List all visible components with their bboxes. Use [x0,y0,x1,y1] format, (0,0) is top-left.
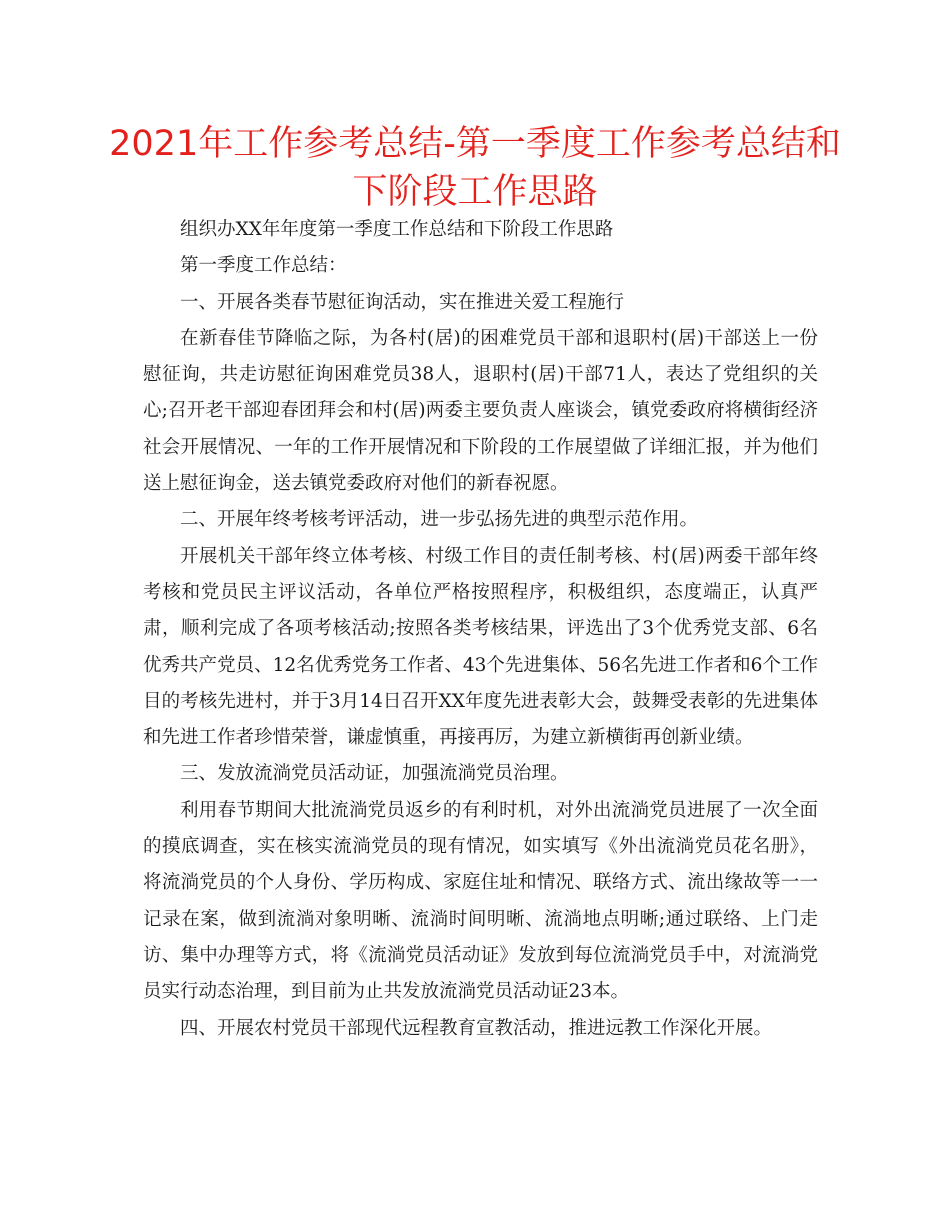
document-title: 2021年工作参考总结-第一季度工作参考总结和下阶段工作思路 [109,124,841,212]
paragraph-item-two-body: 开展机关干部年终立体考核、村级工作目的责任制考核、村(居)两委干部年终考核和党员民主评议活动，各单位严格按照程序，积极组织，态度端正，认真严肃，顺利完成了各项考核活动;按照各类考核结果，评选出了3个优秀党支部、6名优秀共产党员、12名优秀党务工作者、43个先进集体、56名先进工作者和6个工作目的考核先进村，并于3月14日召开XX年度先进表彰大会，鼓舞受表彰的先进集体和先进工作者珍惜荣誉，谦虚慎重，再接再厉，为建立新横街再创新业绩。 [143,545,818,749]
paragraph-item-three-body: 利用春节期间大批流淌党员返乡的有利时机，对外出流淌党员进展了一次全面的摸底调查，实在核实流淌党员的现有情况，如实填写《外出流淌党员花名册》，将流淌党员的个人身份、学历构成、家庭住址和情况、联络方式、流出缘故等一一记录在案，做到流淌对象明晰、流淌时间明晰、流淌地点明晰;通过联络、上门走访、集中办理等方式，将《流淌党员活动证》发放到每位流淌党员手中，对流淌党员实行动态治理，到目前为止共发放流淌党员活动证23本。 [143,799,818,1003]
paragraph-item-four-heading: 四、开展农村党员干部现代远程教育宣教活动，推进远教工作深化开展。 [180,1017,773,1039]
document-body [143,212,818,1047]
paragraph-item-one-body: 在新春佳节降临之际，为各村(居)的困难党员干部和退职村(居)干部送上一份慰征询，共走访慰征询困难党员38人，退职村(居)干部71人，表达了党组织的关心;召开老干部迎春团拜会和村(居)两委主要负责人座谈会，镇党委政府将横街经济社会开展情况、一年的工作开展情况和下阶段的工作展望做了详细汇报，并为他们送上慰征询金，送去镇党委政府对他们的新春祝愿。 [143,327,818,495]
paragraph-item-three-heading: 三、发放流淌党员活动证，加强流淌党员治理。 [180,763,569,785]
paragraph-heading-line: 组织办XX年年度第一季度工作总结和下阶段工作思路 [180,219,614,240]
paragraph-item-two-heading: 二、开展年终考核考评活动，进一步弘扬先进的典型示范作用。 [180,509,699,531]
paragraph-item-one-heading: 一、开展各类春节慰征询活动，实在推进关爱工程施行 [180,291,625,313]
paragraph-section-label: 第一季度工作总结： [180,255,347,277]
